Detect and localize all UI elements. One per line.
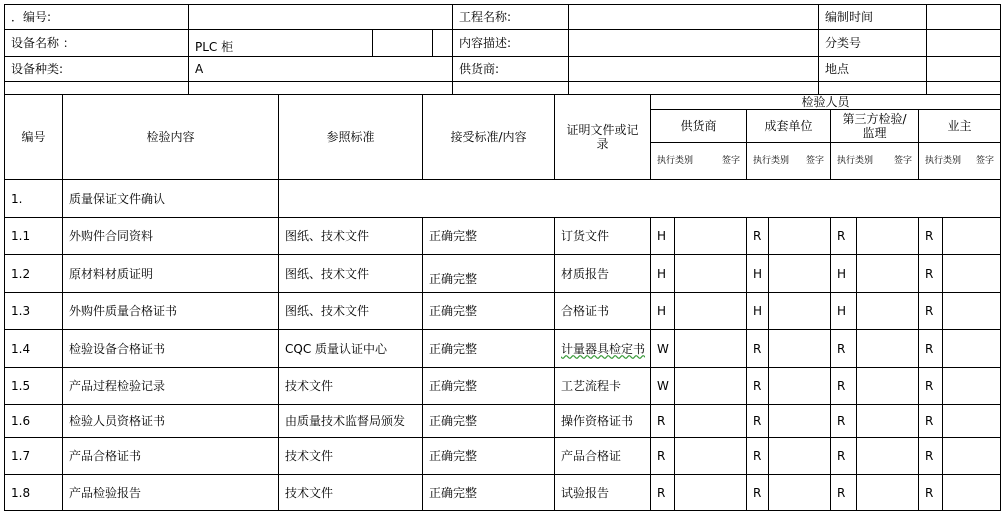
group-system-integrator: 成套单位: [747, 110, 831, 143]
row-content: 产品过程检验记录: [63, 368, 279, 405]
device-name-label: 设备名称 ：: [5, 30, 189, 57]
third-party-exec: R: [831, 368, 857, 405]
third-party-exec: R: [831, 218, 857, 255]
table-row: [5, 293, 1001, 330]
sub-header-integrator: [747, 143, 831, 180]
content-desc-label: 内容描述:: [453, 30, 569, 57]
integrator-exec: H: [747, 293, 769, 330]
group-supplier: 供货商: [651, 110, 747, 143]
row-reference: 技术文件: [279, 438, 423, 475]
supplier-exec: R: [651, 405, 675, 438]
blank-cell: [569, 82, 819, 95]
row-proof-text: 计量器具检定书: [561, 341, 646, 356]
owner-sign[interactable]: [943, 475, 1001, 511]
exec-type-label: 执行类别: [753, 156, 790, 166]
row-acceptance: 正确完整: [423, 475, 555, 511]
owner-exec: R: [919, 475, 943, 511]
form-header: [4, 4, 1001, 95]
location-label: 地点: [819, 57, 927, 82]
third-party-exec: H: [831, 255, 857, 293]
integrator-sign[interactable]: [769, 438, 831, 475]
row-proof: 工艺流程卡: [555, 368, 651, 405]
category-no-label: 分类号: [819, 30, 927, 57]
third-party-sign[interactable]: [857, 438, 919, 475]
integrator-sign[interactable]: [769, 293, 831, 330]
integrator-sign[interactable]: [769, 255, 831, 293]
table-row: [5, 180, 1001, 218]
row-proof: [555, 330, 651, 368]
code-label: ．编号:: [5, 5, 189, 30]
row-content: 产品检验报告: [63, 475, 279, 511]
project-name-field[interactable]: [569, 5, 819, 30]
row-content: 检验设备合格证书: [63, 330, 279, 368]
owner-exec: R: [919, 368, 943, 405]
group-third-party: 第三方检验/监理: [831, 110, 919, 143]
supplier-sign[interactable]: [675, 405, 747, 438]
row-content: 原材料材质证明: [63, 255, 279, 293]
row-no: 1.7: [5, 438, 63, 475]
integrator-exec: R: [747, 218, 769, 255]
exec-type-label: 执行类别: [837, 156, 874, 166]
blank-cell: [819, 82, 927, 95]
owner-exec: R: [919, 255, 943, 293]
inspection-form: [4, 4, 1001, 511]
supplier-sign[interactable]: [675, 475, 747, 511]
row-no: 1.3: [5, 293, 63, 330]
third-party-exec: R: [831, 475, 857, 511]
col-reference-header: 参照标准: [279, 95, 423, 180]
integrator-exec: R: [747, 405, 769, 438]
owner-sign[interactable]: [943, 438, 1001, 475]
row-reference: 技术文件: [279, 368, 423, 405]
sign-label: 签字: [805, 156, 824, 166]
row-reference: 图纸、技术文件: [279, 218, 423, 255]
code-field[interactable]: [189, 5, 453, 30]
supplier-sign[interactable]: [675, 368, 747, 405]
supplier-exec: H: [651, 218, 675, 255]
supplier-field[interactable]: [569, 57, 819, 82]
owner-exec: R: [919, 438, 943, 475]
owner-sign[interactable]: [943, 218, 1001, 255]
integrator-exec: R: [747, 475, 769, 511]
supplier-exec: H: [651, 255, 675, 293]
device-type-text: A: [195, 62, 204, 76]
supplier-exec: W: [651, 368, 675, 405]
third-party-sign[interactable]: [857, 405, 919, 438]
col-acceptance-header: 接受标准/内容: [423, 95, 555, 180]
category-no-field[interactable]: [927, 30, 1001, 57]
row-reference: 技术文件: [279, 475, 423, 511]
exec-type-label: 执行类别: [657, 156, 694, 166]
third-party-sign[interactable]: [857, 475, 919, 511]
row-reference: 由质量技术监督局颁发: [279, 405, 423, 438]
row-acceptance: 正确完整: [423, 330, 555, 368]
row-proof: 操作资格证书: [555, 405, 651, 438]
row-no: 1.6: [5, 405, 63, 438]
table-row: [5, 438, 1001, 475]
row-proof: 试验报告: [555, 475, 651, 511]
integrator-sign[interactable]: [769, 218, 831, 255]
row-acceptance: 正确完整: [423, 218, 555, 255]
row-no: 1.4: [5, 330, 63, 368]
row-acceptance: 正确完整: [423, 293, 555, 330]
sign-label: 签字: [721, 156, 740, 166]
owner-sign[interactable]: [943, 255, 1001, 293]
third-party-sign[interactable]: [857, 330, 919, 368]
table-row: [5, 218, 1001, 255]
table-row: [5, 475, 1001, 511]
owner-exec: R: [919, 330, 943, 368]
sign-label: 签字: [976, 156, 995, 166]
sign-label: 签字: [893, 156, 912, 166]
row-reference: 图纸、技术文件: [279, 293, 423, 330]
integrator-sign[interactable]: [769, 475, 831, 511]
row-proof: 材质报告: [555, 255, 651, 293]
device-type-label: 设备种类:: [5, 57, 189, 82]
row-content: 外购件合同资料: [63, 218, 279, 255]
blank-cell: [5, 82, 189, 95]
group-owner: 业主: [919, 110, 1001, 143]
owner-sign[interactable]: [943, 330, 1001, 368]
blank-cell: [927, 82, 1001, 95]
integrator-sign[interactable]: [769, 368, 831, 405]
integrator-sign[interactable]: [769, 330, 831, 368]
third-party-exec: R: [831, 438, 857, 475]
supplier-exec: R: [651, 438, 675, 475]
row-proof: 订货文件: [555, 218, 651, 255]
table-row: [5, 368, 1001, 405]
exec-type-label: 执行类别: [925, 156, 962, 166]
third-party-sign[interactable]: [857, 255, 919, 293]
row-no: 1.1: [5, 218, 63, 255]
supplier-sign[interactable]: [675, 330, 747, 368]
device-name-value[interactable]: [189, 30, 373, 57]
table-row: [5, 405, 1001, 438]
integrator-exec: R: [747, 368, 769, 405]
owner-exec: R: [919, 218, 943, 255]
blank-cell: [453, 82, 569, 95]
table-row: [5, 255, 1001, 293]
row-no: 1.5: [5, 368, 63, 405]
sub-header-owner: [919, 143, 1001, 180]
owner-sign[interactable]: [943, 405, 1001, 438]
compile-time-field[interactable]: [927, 5, 1001, 30]
sub-header-third-party: [831, 143, 919, 180]
col-content-header: 检验内容: [63, 95, 279, 180]
device-name-text: PLC 柜: [195, 40, 234, 54]
row-content: 产品合格证书: [63, 438, 279, 475]
col-proof-header: 证明文件或记录: [555, 95, 651, 180]
device-name-extra-field[interactable]: [373, 30, 433, 57]
project-name-label: 工程名称:: [453, 5, 569, 30]
device-type-field[interactable]: [189, 57, 453, 82]
row-acceptance: 正确完整: [423, 255, 555, 293]
owner-sign[interactable]: [943, 293, 1001, 330]
supplier-sign[interactable]: [675, 438, 747, 475]
supplier-exec: R: [651, 475, 675, 511]
content-desc-field[interactable]: [569, 30, 819, 57]
supplier-sign[interactable]: [675, 218, 747, 255]
col-inspectors-header: 检验人员: [651, 95, 1001, 110]
row-proof: 产品合格证: [555, 438, 651, 475]
third-party-sign[interactable]: [857, 368, 919, 405]
supplier-sign[interactable]: [675, 293, 747, 330]
row-no: 1.: [5, 180, 63, 218]
row-acceptance: 正确完整: [423, 368, 555, 405]
integrator-exec: R: [747, 438, 769, 475]
row-no: 1.2: [5, 255, 63, 293]
row-blank: [279, 180, 1001, 218]
third-party-exec: H: [831, 293, 857, 330]
col-no-header: 编号: [5, 95, 63, 180]
blank-cell: [189, 82, 453, 95]
third-party-sign[interactable]: [857, 293, 919, 330]
row-content: 检验人员资格证书: [63, 405, 279, 438]
integrator-exec: H: [747, 255, 769, 293]
sub-header-supplier: [651, 143, 747, 180]
supplier-label: 供货商:: [453, 57, 569, 82]
row-reference: 图纸、技术文件: [279, 255, 423, 293]
integrator-exec: R: [747, 330, 769, 368]
row-content: 质量保证文件确认: [63, 180, 279, 218]
row-acceptance: 正确完整: [423, 405, 555, 438]
integrator-sign[interactable]: [769, 405, 831, 438]
owner-exec: R: [919, 405, 943, 438]
supplier-exec: H: [651, 293, 675, 330]
supplier-exec: W: [651, 330, 675, 368]
row-proof: 合格证书: [555, 293, 651, 330]
owner-exec: R: [919, 293, 943, 330]
third-party-exec: R: [831, 330, 857, 368]
compile-time-label: 编制时间: [819, 5, 927, 30]
inspection-table: [4, 94, 1001, 511]
table-row: [5, 330, 1001, 368]
third-party-exec: R: [831, 405, 857, 438]
third-party-sign[interactable]: [857, 218, 919, 255]
supplier-sign[interactable]: [675, 255, 747, 293]
owner-sign[interactable]: [943, 368, 1001, 405]
location-field[interactable]: [927, 57, 1001, 82]
device-name-spacer: [433, 30, 453, 57]
row-reference: CQC 质量认证中心: [279, 330, 423, 368]
row-no: 1.8: [5, 475, 63, 511]
row-acceptance: 正确完整: [423, 438, 555, 475]
row-content: 外购件质量合格证书: [63, 293, 279, 330]
